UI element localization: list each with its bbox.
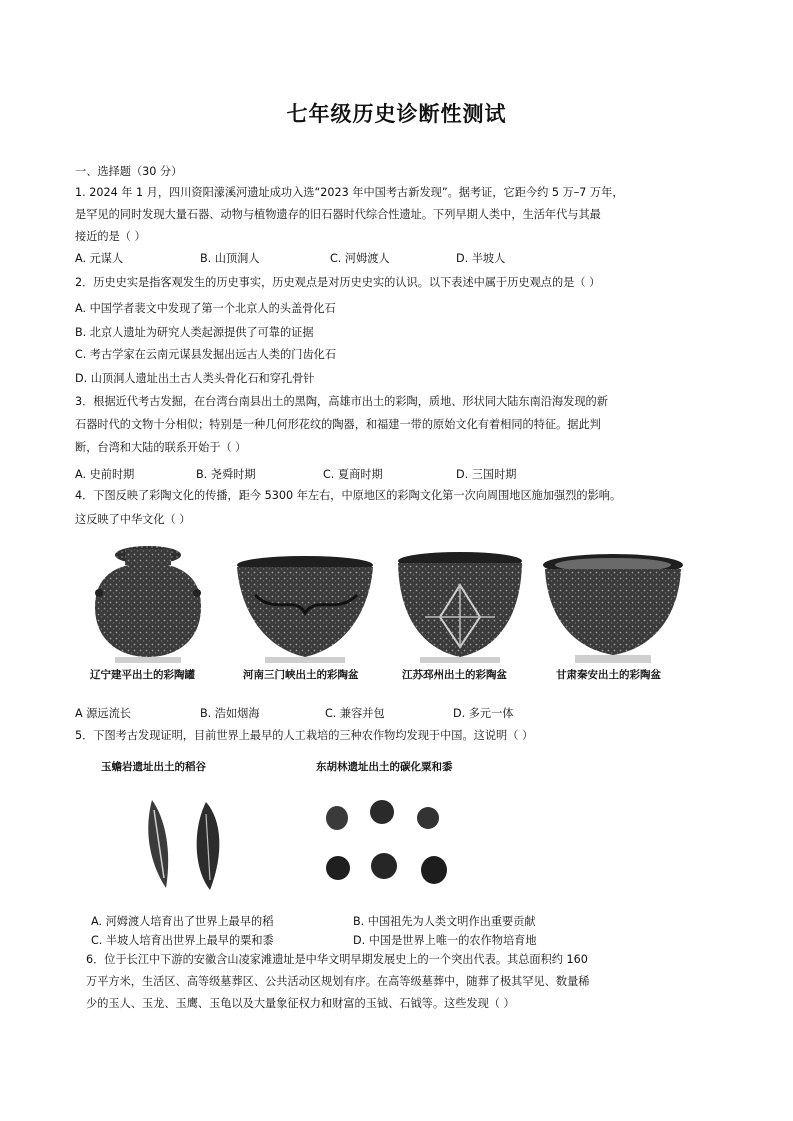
- q3-option-a: A. 史前时期: [75, 468, 135, 481]
- q5-line-1: 5．下图考古发现证明，目前世界上最早的人工栽培的三种农作物均发现于中国。这说明（ ）: [75, 729, 534, 742]
- gansu-pottery-basin: [543, 554, 683, 663]
- q6-line-3: 少的玉人、玉龙、玉鹰、玉龟以及大量象征权力和财富的玉钺、石钺等。这些发现（ ）: [86, 997, 515, 1010]
- rice-grains: [148, 800, 219, 890]
- caption-gansu: 甘肃秦安出土的彩陶盆: [556, 669, 661, 681]
- caption-yuchanyan: 玉蟾岩遗址出土的稻谷: [101, 761, 206, 773]
- q5-option-a: A. 河姆渡人培育出了世界上最早的稻: [91, 915, 274, 928]
- section-heading: 一、选择题（30 分）: [75, 165, 183, 178]
- q1-option-d: D. 半坡人: [456, 252, 506, 265]
- q3-option-b: B. 尧舜时期: [196, 468, 256, 481]
- q3-option-d: D. 三国时期: [456, 468, 517, 481]
- q1-line-2: 是罕见的同时发现大量石器、动物与植物遗存的旧石器时代综合性遗址。下列早期人类中，生活年代与其最: [75, 208, 601, 221]
- q4-option-a: A 源远流长: [75, 707, 131, 720]
- q3-line-2: 石器时代的文物十分相似；特别是一种几何形花纹的陶器，和福建一带的原始文化有着相同的特征。据此判: [75, 418, 601, 431]
- q1-line-3: 接近的是（ ）: [75, 230, 146, 243]
- q2-line-1: 2．历史史实是指客观发生的历史事实，历史观点是对历史史实的认识。以下表述中属于历史观点的是（ ）: [75, 276, 601, 289]
- jiangsu-pottery-basin: [398, 552, 522, 663]
- q5-option-b: B. 中国祖先为人类文明作出重要贡献: [353, 915, 536, 928]
- q3-line-1: 3．根据近代考古发掘，在台湾台南县出土的黑陶，高雄市出土的彩陶，质地、形状同大陆东南沿海发现的新: [75, 395, 608, 408]
- q2-option-c: C. 考古学家在云南元谋县发掘出远古人类的门齿化石: [75, 348, 337, 361]
- millet-grains: [326, 800, 447, 884]
- q2-option-b: B. 北京人遗址为研究人类起源提供了可靠的证据: [75, 326, 314, 339]
- q4-option-b: B. 浩如烟海: [200, 707, 260, 720]
- caption-donghulin: 东胡林遗址出土的碳化粟和黍: [316, 761, 453, 773]
- henan-pottery-basin: [237, 556, 373, 663]
- caption-liaoning: 辽宁建平出土的彩陶罐: [90, 669, 195, 681]
- q1-option-b: B. 山顶洞人: [200, 252, 260, 265]
- q4-option-d: D. 多元一体: [453, 707, 514, 720]
- caption-jiangsu: 江苏邳州出土的彩陶盆: [402, 669, 507, 681]
- q4-line-1: 4．下图反映了彩陶文化的传播，距今 5300 年左右，中原地区的彩陶文化第一次向周围地区施加强烈的影响。: [75, 489, 622, 502]
- grain-figure: [130, 790, 470, 900]
- liaoning-pottery-jar: [95, 546, 201, 663]
- caption-henan: 河南三门峡出土的彩陶盆: [243, 669, 359, 681]
- pottery-figure: [85, 535, 695, 685]
- q5-option-c: C. 半坡人培育出世界上最早的粟和黍: [91, 934, 274, 947]
- q4-option-c: C. 兼容并包: [325, 707, 385, 720]
- page-title: 七年级历史诊断性测试: [286, 101, 507, 126]
- q1-line-1: 1. 2024 年 1 月，四川资阳濛溪河遗址成功入选“2023 年中国考古新发现”。据考证，它距今约 5 万–7 万年，: [75, 186, 624, 199]
- q5-option-d: D. 中国是世界上唯一的农作物培育地: [353, 934, 537, 947]
- q6-line-2: 万平方米，生活区、高等级墓葬区、公共活动区规划有序。在高等级墓葬中，随葬了极其罕见、数量稀: [86, 975, 590, 988]
- q1-option-c: C. 河姆渡人: [330, 252, 390, 265]
- q4-line-2: 这反映了中华文化（ ）: [75, 513, 191, 526]
- q2-option-a: A. 中国学者裴文中发现了第一个北京人的头盖骨化石: [75, 302, 336, 315]
- q3-option-c: C. 夏商时期: [323, 468, 383, 481]
- q2-option-d: D. 山顶洞人遗址出土古人类头骨化石和穿孔骨针: [75, 372, 315, 385]
- q1-option-a: A. 元谋人: [75, 252, 124, 265]
- q3-line-3: 断，台湾和大陆的联系开始于（ ）: [75, 441, 247, 454]
- q6-line-1: 6．位于长江中下游的安徽含山凌家滩遗址是中华文明早期发展史上的一个突出代表。其总面积约 160: [86, 953, 588, 966]
